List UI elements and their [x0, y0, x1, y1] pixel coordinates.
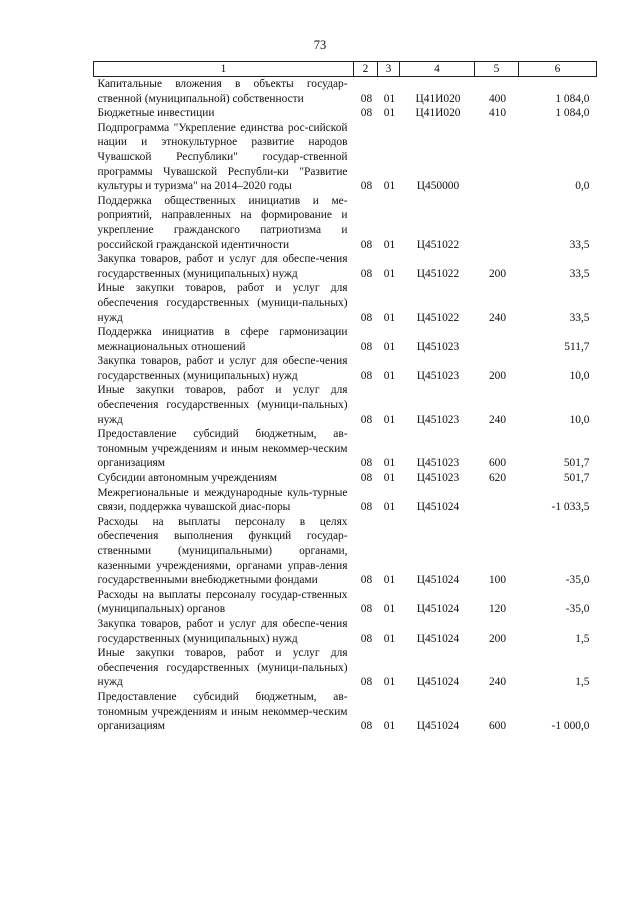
row-expense-type: 200: [488, 267, 507, 280]
row-expense-type: 410: [488, 107, 507, 120]
row-section: 08: [360, 457, 373, 470]
row-target-article: Ц451023: [416, 369, 460, 382]
row-subsection: 01: [383, 180, 396, 193]
row-target-article: Ц451023: [416, 457, 460, 470]
row-name: Бюджетные инвестиции: [97, 107, 215, 120]
row-name: Поддержка общественных инициатив и ме-роприятий, направленных на формирование и укрепление гражданского патриотизма и российской гражданской идентичности: [97, 194, 348, 251]
row-amount: 1 084,0: [555, 107, 590, 120]
row-section: 08: [360, 369, 373, 382]
row-amount: 10,0: [569, 369, 590, 382]
row-subsection: 01: [383, 92, 396, 105]
row-expense-type: 600: [488, 457, 507, 470]
row-expense-type: 620: [488, 472, 507, 485]
row-section: 08: [360, 267, 373, 280]
table-row: [94, 121, 597, 194]
row-expense-type: [475, 194, 519, 252]
row-name: Иные закупки товаров, работ и услуг для обеспечения государственных (муници-пальных) нужд: [97, 384, 348, 426]
row-section: 08: [360, 574, 373, 587]
row-expense-type: 200: [488, 369, 507, 382]
row-subsection: 01: [383, 267, 396, 280]
row-name: Предоставление субсидий бюджетным, ав-тономным учреждениям и иным некоммер-ческим организациям: [97, 690, 348, 733]
row-name: Предоставление субсидий бюджетным, ав-тономным учреждениям и иным некоммер-ческим организациям: [97, 428, 348, 470]
row-section: 08: [360, 501, 373, 514]
row-target-article: Ц451022: [416, 238, 460, 251]
row-expense-type: [475, 121, 519, 194]
row-expense-type: 240: [488, 676, 507, 689]
row-amount: -1 000,0: [551, 720, 590, 733]
row-target-article: Ц451022: [416, 311, 460, 324]
row-section: 08: [360, 603, 373, 616]
row-amount: 33,5: [569, 267, 590, 280]
table-row: [94, 106, 597, 121]
header-col-expense-type: 5: [475, 62, 519, 77]
row-name: Закупка товаров, работ и услуг для обеспе-чения государственных (муниципальных) нужд: [97, 253, 348, 280]
row-target-article: Ц451023: [416, 472, 460, 485]
header-col-section: 2: [354, 62, 378, 77]
row-name: Расходы на выплаты персоналу государ-ственных (муниципальных) органов: [97, 588, 348, 616]
row-amount: 10,0: [569, 413, 590, 426]
row-expense-type: [475, 325, 519, 354]
row-section: 08: [360, 180, 373, 193]
row-expense-type: 400: [488, 92, 507, 105]
row-name: Иные закупки товаров, работ и услуг для обеспечения государственных (муници-пальных) нужд: [97, 282, 348, 324]
row-name: Подпрограмма "Укрепление единства рос-сийской нации и этнокультурное развитие народов Чувашской Республики" государ-ственной программы Чувашской Республи-ки "Развитие культуры и туризма" на 2014–2020 годы: [97, 121, 348, 193]
row-target-article: Ц451023: [416, 340, 460, 353]
row-subsection: 01: [383, 457, 396, 470]
row-target-article: Ц450000: [416, 180, 460, 193]
header-col-target-article: 4: [400, 62, 475, 77]
row-section: 08: [360, 720, 373, 733]
row-section: 08: [360, 340, 373, 353]
row-target-article: Ц451024: [416, 603, 460, 616]
table-row: [94, 427, 597, 471]
row-section: 08: [360, 472, 373, 485]
row-name: Закупка товаров, работ и услуг для обеспе-чения государственных (муниципальных) нужд: [97, 355, 348, 382]
row-section: 08: [360, 92, 373, 105]
row-subsection: 01: [383, 107, 396, 120]
row-amount: -35,0: [565, 574, 590, 587]
budget-table: [93, 61, 597, 734]
row-amount: 501,7: [563, 472, 590, 485]
header-col-subsection: 3: [378, 62, 400, 77]
row-name: Расходы на выплаты персоналу в целях обеспечения выполнения функций государ-ственными (муниципальными) органами, казенными учреждениями, органами управ-ления государственными внебюджетными фондами: [97, 515, 348, 587]
row-expense-type: [475, 486, 519, 515]
table-row: [94, 354, 597, 383]
header-row: [94, 62, 597, 77]
row-target-article: Ц41И020: [415, 107, 461, 120]
row-expense-type: 100: [488, 574, 507, 587]
row-amount: 0,0: [575, 180, 590, 193]
table-row: [94, 486, 597, 515]
row-subsection: 01: [383, 501, 396, 514]
row-expense-type: 600: [488, 720, 507, 733]
row-target-article: Ц451024: [416, 720, 460, 733]
row-expense-type: 240: [488, 413, 507, 426]
header-col-name: 1: [94, 62, 354, 77]
row-amount: 501,7: [563, 457, 590, 470]
page-number: 73: [313, 38, 327, 52]
row-subsection: 01: [383, 311, 396, 324]
row-name: Субсидии автономным учреждениям: [97, 472, 277, 485]
row-target-article: Ц451022: [416, 267, 460, 280]
table-row: [94, 617, 597, 646]
row-expense-type: 240: [488, 311, 507, 324]
row-amount: -35,0: [565, 603, 590, 616]
row-name: Иные закупки товаров, работ и услуг для обеспечения государственных (муници-пальных) нужд: [97, 647, 348, 689]
row-section: 08: [360, 413, 373, 426]
row-name: Капитальные вложения в объекты государ-ственной (муниципальной) собственности: [97, 78, 348, 105]
row-target-article: Ц451024: [416, 676, 460, 689]
table-row: [94, 194, 597, 252]
row-target-article: Ц451023: [416, 413, 460, 426]
header-col-amount: 6: [519, 62, 597, 77]
row-target-article: Ц41И020: [415, 92, 461, 105]
row-subsection: 01: [383, 340, 396, 353]
row-target-article: Ц451024: [416, 574, 460, 587]
row-amount: 1,5: [575, 632, 590, 645]
row-subsection: 01: [383, 676, 396, 689]
row-subsection: 01: [383, 369, 396, 382]
row-subsection: 01: [383, 603, 396, 616]
row-subsection: 01: [383, 472, 396, 485]
table-row: [94, 325, 597, 354]
table-header: [94, 62, 597, 77]
table-row: [94, 252, 597, 281]
row-section: 08: [360, 107, 373, 120]
row-amount: 33,5: [569, 311, 590, 324]
row-amount: 33,5: [569, 238, 590, 251]
row-subsection: 01: [383, 574, 396, 587]
row-target-article: Ц451024: [416, 632, 460, 645]
row-section: 08: [360, 311, 373, 324]
row-name: Поддержка инициатив в сфере гармонизации межнациональных отношений: [97, 326, 348, 353]
row-target-article: Ц451024: [416, 501, 460, 514]
table-row: [94, 77, 597, 107]
row-name: Межрегиональные и международные куль-турные связи, поддержка чувашской диас-поры: [97, 486, 348, 514]
row-expense-type: 120: [488, 603, 507, 616]
row-section: 08: [360, 238, 373, 251]
row-section: 08: [360, 632, 373, 645]
row-expense-type: 200: [488, 632, 507, 645]
table-body: [94, 77, 597, 734]
table-row: [94, 515, 597, 588]
row-subsection: 01: [383, 720, 396, 733]
row-subsection: 01: [383, 632, 396, 645]
row-amount: 511,7: [564, 340, 590, 353]
table-row: [94, 471, 597, 486]
row-amount: -1 033,5: [551, 501, 590, 514]
table-row: [94, 646, 597, 690]
table-row: [94, 690, 597, 734]
row-name: Закупка товаров, работ и услуг для обеспе-чения государственных (муниципальных) нужд: [97, 617, 348, 645]
table-row: [94, 281, 597, 325]
row-amount: 1,5: [575, 676, 590, 689]
row-amount: 1 084,0: [555, 92, 590, 105]
table-row: [94, 588, 597, 617]
table-row: [94, 383, 597, 427]
row-subsection: 01: [383, 238, 396, 251]
row-subsection: 01: [383, 413, 396, 426]
row-section: 08: [360, 676, 373, 689]
